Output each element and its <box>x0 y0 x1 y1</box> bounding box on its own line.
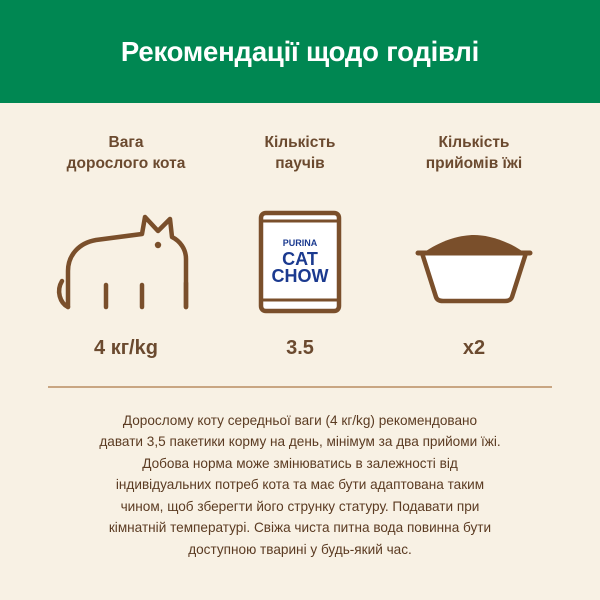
instruction-line: індивідуальних потреб кота та має бути адаптована таким <box>115 477 485 493</box>
column-title-line2: паучів <box>275 154 325 172</box>
card-body <box>0 103 600 600</box>
instruction-line: чином, щоб зберегти його струнку статуру. Подавати при <box>120 498 480 514</box>
column-cat-weight <box>42 133 210 360</box>
column-title <box>265 133 336 177</box>
column-title <box>67 133 186 177</box>
pouch-brand-top: PURINA <box>282 238 318 248</box>
page-title: Рекомендації щодо годівлі <box>120 35 480 67</box>
instruction-line: давати 3,5 пакетики корму на день, мінімум за два прийоми їжі. <box>99 434 501 450</box>
column-value: 4 кг/kg <box>94 337 158 359</box>
pouch-pack-icon <box>252 201 348 323</box>
column-title <box>426 133 522 177</box>
feeding-columns <box>0 103 600 360</box>
instruction-line: кімнатній температурі. Свіжа чиста питна вода повинна бути <box>108 520 492 536</box>
section-divider <box>48 386 552 388</box>
column-value: x2 <box>462 337 486 359</box>
column-title-line1: Вага <box>108 134 144 151</box>
feeding-instructions <box>40 410 560 560</box>
column-title-line2: прийомів їжі <box>425 154 523 172</box>
column-title-line1: Кількість <box>438 134 510 151</box>
cat-silhouette-icon <box>46 201 206 323</box>
instruction-line: Дорослому коту середньої ваги (4 кг/kg) рекомендовано <box>122 413 478 428</box>
pouch-brand-line2: CHOW <box>271 266 329 286</box>
food-bowl-icon <box>404 201 544 323</box>
pouch-brand-line1: CAT <box>282 249 318 269</box>
instruction-line: доступною тварині у будь-який час. <box>188 541 412 557</box>
column-pouch-count <box>216 133 384 360</box>
column-value: 3.5 <box>286 337 314 359</box>
column-title-line1: Кількість <box>264 134 336 151</box>
instruction-line: Добова норма може змінюватись в залежності від <box>142 455 458 471</box>
header-banner <box>0 0 600 103</box>
column-meal-count <box>390 133 558 360</box>
column-title-line2: дорослого кота <box>66 154 186 172</box>
